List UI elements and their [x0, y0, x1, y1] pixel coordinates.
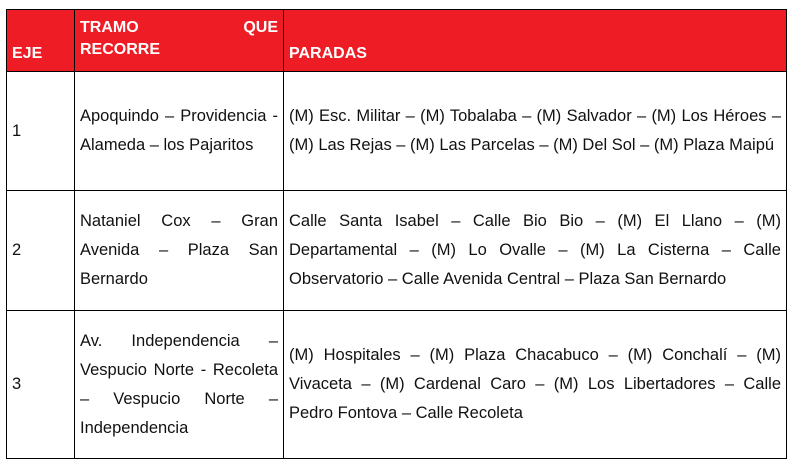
- row-eje: 3: [7, 311, 75, 459]
- row-paradas: (M) Hospitales – (M) Plaza Chacabuco – (M) Conchalí – (M) Vivaceta – (M) Cardenal Caro – (M) Los Libertadores – Calle Pedro Fontova – Calle Recoleta: [284, 311, 787, 459]
- table-row: [7, 72, 787, 191]
- table-row: [7, 311, 787, 459]
- header-tramo-word2: QUE: [243, 18, 278, 36]
- row-eje: 1: [7, 72, 75, 191]
- header-paradas: PARADAS: [284, 10, 787, 72]
- routes-table: [6, 9, 787, 459]
- row-eje: 2: [7, 191, 75, 311]
- header-tramo: [75, 10, 284, 72]
- header-tramo-word1: TRAMO: [80, 18, 139, 36]
- row-tramo: Av. Independencia – Vespucio Norte - Recoleta – Vespucio Norte – Independencia: [75, 311, 284, 459]
- row-tramo: Apoquindo – Providencia - Alameda – los Pajaritos: [75, 72, 284, 191]
- row-paradas: Calle Santa Isabel – Calle Bio Bio – (M) El Llano – (M) Departamental – (M) Lo Ovalle – (M) La Cisterna – Calle Observatorio – Calle Avenida Central – Plaza San Bernardo: [284, 191, 787, 311]
- header-eje: EJE: [7, 10, 75, 72]
- header-row: [7, 10, 787, 72]
- row-tramo: Nataniel Cox – Gran Avenida – Plaza San Bernardo: [75, 191, 284, 311]
- header-tramo-word3: RECORRE: [80, 40, 161, 58]
- row-paradas: (M) Esc. Militar – (M) Tobalaba – (M) Salvador – (M) Los Héroes – (M) Las Rejas – (M) Las Parcelas – (M) Del Sol – (M) Plaza Maipú: [284, 72, 787, 191]
- table-row: [7, 191, 787, 311]
